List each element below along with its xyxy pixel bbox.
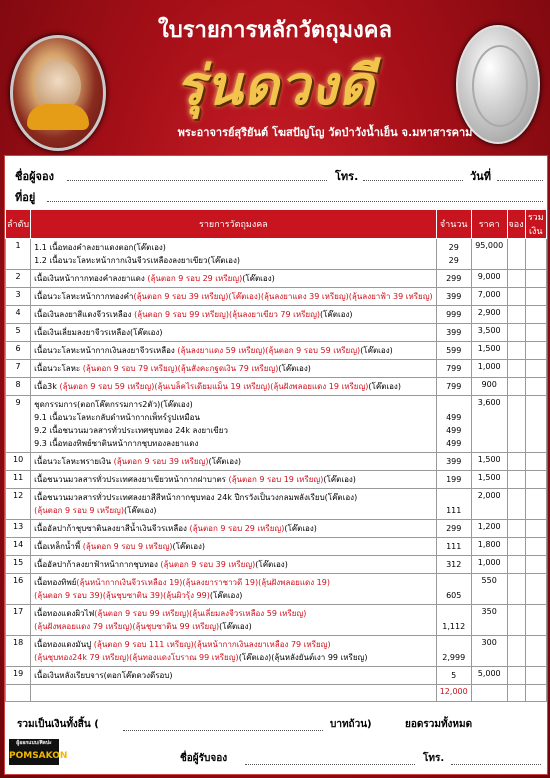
item-line: [34, 455, 432, 468]
item-quantity: [436, 538, 471, 556]
receiver-field[interactable]: [245, 764, 415, 765]
item-suffix-text: (โค๊ตเอง): [360, 346, 393, 355]
row-number: 5: [6, 324, 31, 342]
item-text: เนื้อเงินลงยาสีแดงจีวรเหลือง: [34, 310, 135, 319]
phone-label: โทร.: [335, 170, 359, 183]
item-price: 7,000: [471, 288, 507, 306]
item-line: [34, 620, 432, 633]
item-line: [34, 504, 432, 517]
item-quantity: [436, 471, 471, 489]
row-number: 8: [6, 378, 31, 396]
table-row: [6, 342, 547, 360]
item-text: 1.1 เนื้อทองคำลงยาแดงตอก(โค๊ตเอง): [34, 243, 166, 252]
qty-spacer: [440, 638, 468, 651]
row-number: 18: [6, 636, 31, 667]
col-qty-header: จำนวน: [436, 210, 471, 239]
item-quantity: [436, 636, 471, 667]
total-cell[interactable]: [525, 306, 546, 324]
item-text: เนื้อชนวนมวลสารทั่วประเทศลงยาเขียวหน้ากากฝาบาตร: [34, 475, 229, 484]
item-price: 1,500: [471, 342, 507, 360]
items-body: [6, 239, 547, 702]
receiver-phone-label: โทร.: [423, 753, 445, 764]
item-price: 1,500: [471, 453, 507, 471]
item-line: [34, 254, 432, 267]
item-price: 2,000: [471, 489, 507, 520]
item-suffix-text: (โค๊ตเอง): [284, 524, 317, 533]
table-header-row: [6, 210, 547, 239]
item-text: เนื้อนวะโลหะพรายเงิน: [34, 457, 114, 466]
quantity-value: 999: [446, 310, 462, 319]
item-price: 1,500: [471, 471, 507, 489]
total-cell[interactable]: [525, 520, 546, 538]
item-suffix-text: (โค๊ตเอง)(ลุ้นหลังยันต์เงา 99 เหรียญ): [238, 653, 368, 662]
table-row: [6, 636, 547, 667]
qty-spacer: [440, 398, 468, 411]
item-price: 1,800: [471, 538, 507, 556]
item-suffix-text: (โค๊ตเอง): [208, 457, 242, 466]
item-description: [31, 342, 436, 360]
empty-cell: [471, 685, 507, 702]
total-cell[interactable]: [525, 324, 546, 342]
reserve-cell[interactable]: [507, 378, 525, 396]
item-suffix-text: (โค๊ตเอง): [320, 310, 353, 319]
empty-cell: [31, 685, 436, 702]
item-line: [34, 326, 432, 339]
item-price: 3,600: [471, 396, 507, 453]
item-line: [34, 241, 432, 254]
item-text: เนื้อนวะโลหะหน้ากากเงินลงยาจีวรเหลือง: [34, 346, 178, 355]
item-text: เนื้อเหล็กน้ำพี้: [34, 542, 83, 551]
item-text: เนื้อทองแดงมันปู: [34, 640, 94, 649]
qty-spacer: [440, 607, 468, 620]
reserve-cell[interactable]: [507, 489, 525, 520]
item-quantity: [436, 342, 471, 360]
item-lottery-text: (ลุ้นตอก 9 รอบ 39 เหรียญ): [113, 457, 209, 466]
item-text: เนื้อเงินหลังเรียบจาร(ตอกโค๊ตดวงดีรอบ): [34, 671, 173, 680]
item-line: [34, 589, 432, 602]
item-quantity: [436, 360, 471, 378]
item-price: 1,000: [471, 556, 507, 574]
col-no-header: ลำดับ: [6, 210, 31, 239]
receiver-phone-field[interactable]: [451, 764, 541, 765]
item-text: 9.3 เนื้อทองทิพย์ซาตินหน้ากากชุบทองลงยาแดง: [34, 439, 199, 448]
item-suffix-text: (โค๊ตเอง): [123, 506, 157, 515]
reserve-cell[interactable]: [507, 342, 525, 360]
baht-label: บาทถ้วน): [330, 719, 372, 730]
item-quantity: [436, 306, 471, 324]
header: [0, 0, 550, 150]
page-title: ใบรายการหลักวัตถุมงคล: [158, 18, 392, 43]
item-description: [31, 306, 436, 324]
item-text: เนื้อเงินหน้ากากทองคำลงยาแดง: [34, 274, 148, 283]
item-lottery-text: (ลุ้นตอก 9 รอบ 99 เหรียญ)(ลุ้นลงยาเขียว 79 เหรียญ): [134, 310, 321, 319]
item-text: เนื้ออัลปาก้าชุบซาตินลงยาสีน้ำเงินจีวรเหลือง: [34, 524, 190, 533]
item-lottery-text: (ลุ้นตอก 9 รอบ 39 เหรียญ): [160, 560, 256, 569]
row-number: 9: [6, 396, 31, 453]
quantity-value: 799: [446, 364, 462, 373]
quantity-value: 799: [446, 382, 462, 391]
table-row: [6, 605, 547, 636]
item-price: 9,000: [471, 270, 507, 288]
item-price: 2,900: [471, 306, 507, 324]
item-description: [31, 574, 436, 605]
edition-name: รุ่นดวงดี: [175, 53, 375, 117]
total-quantity-row: [6, 685, 547, 702]
empty-cell: [507, 685, 525, 702]
item-quantity: [436, 288, 471, 306]
item-price: 350: [471, 605, 507, 636]
reserve-cell[interactable]: [507, 396, 525, 453]
temple-subtitle: พระอาจารย์สุริยันต์ โฆสปัญโญ วัดป่าวังน้ำเย็น จ.มหาสารคาม: [177, 126, 473, 139]
item-suffix-text: (โค๊ตเอง): [242, 274, 275, 283]
col-price-header: ราคา: [471, 210, 507, 239]
quantity-value: 605: [446, 591, 462, 600]
item-description: [31, 667, 436, 685]
item-quantity: [436, 556, 471, 574]
table-row: [6, 574, 547, 605]
logo-text: POMSAKON: [9, 751, 68, 761]
item-line: [34, 473, 432, 486]
phone-field[interactable]: [363, 180, 463, 181]
reserve-cell[interactable]: [507, 471, 525, 489]
total-cell[interactable]: [525, 636, 546, 667]
total-cell[interactable]: [525, 378, 546, 396]
items-table: [5, 209, 547, 702]
item-quantity: [436, 667, 471, 685]
row-number: 14: [6, 538, 31, 556]
item-lottery-text: (ลุ้นลงยาแดง 59 เหรียญ)(ลุ้นตอก 9 รอบ 59 เหรียญ): [177, 346, 361, 355]
item-line: [34, 651, 432, 664]
date-label: วันที่: [470, 170, 491, 183]
item-line: [34, 272, 432, 285]
item-line: [34, 411, 432, 424]
quantity-value: 5: [451, 671, 457, 680]
total-quantity: 12,000: [436, 685, 471, 702]
quantity-value: 199: [446, 475, 462, 484]
reserve-cell[interactable]: [507, 453, 525, 471]
total-cell[interactable]: [525, 270, 546, 288]
item-suffix-text: (โค๊ตเอง): [172, 542, 206, 551]
designer-logo: [9, 739, 68, 765]
quantity-value: 399: [446, 328, 462, 337]
total-cell[interactable]: [525, 667, 546, 685]
grand-total-label: ยอดรวมทั้งหมด: [405, 719, 473, 730]
form-sheet: [4, 155, 548, 775]
table-row: [6, 556, 547, 574]
item-text: เนื้อนวะโลหะ: [34, 364, 83, 373]
item-description: [31, 360, 436, 378]
item-description: [31, 453, 436, 471]
item-text: 9.2 เนื้อชนวนมวลสารทั่วประเทศชุบทอง 24k ลงยาเขียว: [34, 426, 228, 435]
quantity-value: 299: [446, 274, 462, 283]
qty-spacer: [440, 576, 468, 589]
item-line: [34, 540, 432, 553]
item-lottery-text: (ลุ้นตอก 9 รอบ 99 เหรียญ)(ลุ้นเลี่ยมลงจีวรเหลือง 59 เหรียญ): [94, 609, 307, 618]
row-number: 12: [6, 489, 31, 520]
item-text: 9.1 เนื้อนวะโลหะกลับดำหน้ากากเพ็ทร์รูปเหมือน: [34, 413, 200, 422]
item-line: [34, 558, 432, 571]
item-suffix-text: (โค๊ตเอง): [209, 591, 243, 600]
item-price: 95,000: [471, 239, 507, 270]
item-description: [31, 605, 436, 636]
item-lottery-text: (ลุ้นชุบทอง24k 79 เหรียญ)(ลุ้นทองแดงโบราณ 99 เหรียญ): [34, 653, 239, 662]
table-row: [6, 396, 547, 453]
item-text: เนื้อ3k: [34, 382, 60, 391]
item-suffix-text: (โค๊ตเอง): [219, 622, 252, 631]
total-cell[interactable]: [525, 396, 546, 453]
col-item-header: รายการวัตถุมงคล: [31, 210, 436, 239]
item-lottery-text: (ลุ้นตอก 9 รอบ 39 เหรียญ)(โค๊ตเอง)(ลุ้นลงยาแดง 39 เหรียญ)(ลุ้นลงยาฟ้า 39 เหรียญ): [133, 292, 433, 301]
item-description: [31, 270, 436, 288]
row-number: 17: [6, 605, 31, 636]
reserve-cell[interactable]: [507, 360, 525, 378]
quantity-value: 499: [446, 439, 462, 448]
item-lottery-text: (ลุ้นหน้ากากเงินจีวรเหลือง 19)(ลุ้นลงยาราชาวดี 19)(ลุ้นฝังพลอยแดง 19): [76, 578, 330, 587]
table-row: [6, 489, 547, 520]
table-row: [6, 288, 547, 306]
reserve-cell[interactable]: [507, 324, 525, 342]
row-number: 16: [6, 574, 31, 605]
quantity-value: 599: [446, 346, 462, 355]
quantity-value: 1,112: [442, 622, 466, 631]
col-reserve-header: จอง: [507, 210, 525, 239]
quantity-value: 399: [446, 457, 462, 466]
quantity-value: 111: [446, 506, 462, 515]
reserve-cell[interactable]: [507, 636, 525, 667]
item-line: [34, 607, 432, 620]
empty-cell: [6, 685, 31, 702]
total-cell[interactable]: [525, 489, 546, 520]
item-line: [34, 362, 432, 375]
total-cell[interactable]: [525, 453, 546, 471]
table-row: [6, 306, 547, 324]
item-lottery-text: (ลุ้นฝังพลอยแดง 79 เหรียญ)(ลุ้นชุบซาติน 99 เหรียญ): [34, 622, 220, 631]
row-number: 19: [6, 667, 31, 685]
item-quantity: [436, 324, 471, 342]
item-line: [34, 669, 432, 682]
item-quantity: [436, 396, 471, 453]
total-cell[interactable]: [525, 239, 546, 270]
row-number: 10: [6, 453, 31, 471]
quantity-value: 499: [446, 413, 462, 422]
quantity-value: 29: [448, 256, 459, 265]
item-line: [34, 344, 432, 357]
item-line: [34, 437, 432, 450]
row-number: 7: [6, 360, 31, 378]
item-line: [34, 398, 432, 411]
item-description: [31, 538, 436, 556]
item-description: [31, 396, 436, 453]
name-label: ชื่อผู้จอง: [15, 170, 54, 183]
quantity-value: 29: [448, 243, 459, 252]
item-description: [31, 239, 436, 270]
quantity-value: 499: [446, 426, 462, 435]
table-row: [6, 520, 547, 538]
item-quantity: [436, 239, 471, 270]
reserve-cell[interactable]: [507, 520, 525, 538]
table-row: [6, 324, 547, 342]
item-lottery-text: (ลุ้นตอก 9 รอบ 29 เหรียญ): [189, 524, 285, 533]
item-lottery-text: (ลุ้นตอก 9 รอบ 19 เหรียญ): [228, 475, 324, 484]
row-number: 3: [6, 288, 31, 306]
row-number: 6: [6, 342, 31, 360]
row-number: 11: [6, 471, 31, 489]
date-field[interactable]: [497, 180, 543, 181]
item-text: 1.2 เนื้อนวะโลหะหน้ากากเงินจีวรเหลืองลงยาเขียว(โค๊ตเอง): [34, 256, 240, 265]
item-text: เนื้ออัลปาก้าลงยาฟ้าหน้ากากชุบทอง: [34, 560, 161, 569]
row-number: 2: [6, 270, 31, 288]
reserve-cell[interactable]: [507, 605, 525, 636]
item-price: 550: [471, 574, 507, 605]
row-number: 15: [6, 556, 31, 574]
table-row: [6, 360, 547, 378]
total-cell[interactable]: [525, 538, 546, 556]
item-description: [31, 378, 436, 396]
total-cell[interactable]: [525, 471, 546, 489]
item-lottery-text: (ลุ้นตอก 9 รอบ 59 เหรียญ)(ลุ้นเบล็คไรเดียมแม็น 19 เหรียญ)(ลุ้นฝังพลอยแดง 19 เหรียญ): [59, 382, 369, 391]
item-lottery-text: (ลุ้นตอก 9 รอบ 111 เหรียญ)(ลุ้นหน้ากากเงินลงยาเหลือง 79 เหรียญ): [93, 640, 331, 649]
item-text: เนื้อทองแดงผิวไฟ: [34, 609, 95, 618]
item-price: 3,500: [471, 324, 507, 342]
item-line: [34, 491, 432, 504]
item-line: [34, 576, 432, 589]
item-description: [31, 471, 436, 489]
item-suffix-text: (โค๊ตเอง): [323, 475, 356, 484]
item-quantity: [436, 520, 471, 538]
item-line: [34, 308, 432, 321]
reserve-cell[interactable]: [507, 574, 525, 605]
table-row: [6, 471, 547, 489]
item-lottery-text: (ลุ้นตอก 9 รอบ 39)(ลุ้นชุบซาติน 39)(ลุ้นผิวรุ้ง 99): [34, 591, 210, 600]
address-label: ที่อยู่: [15, 191, 36, 204]
table-row: [6, 538, 547, 556]
total-cell[interactable]: [525, 556, 546, 574]
item-text: เนื้อนวะโลหะหน้ากากทองคำ: [34, 292, 134, 301]
customer-fields: [5, 156, 547, 206]
table-row: [6, 239, 547, 270]
item-quantity: [436, 378, 471, 396]
address-field[interactable]: [47, 201, 543, 202]
quantity-value: 399: [446, 292, 462, 301]
receiver-label: ชื่อผู้รับจอง: [180, 753, 228, 764]
quantity-value: 111: [446, 542, 462, 551]
sum-label: รวมเป็นเงินทั้งสิ้น (: [17, 719, 99, 730]
quantity-value: 312: [446, 560, 462, 569]
total-cell[interactable]: [525, 605, 546, 636]
item-description: [31, 636, 436, 667]
item-quantity: [436, 453, 471, 471]
table-row: [6, 378, 547, 396]
item-description: [31, 520, 436, 538]
item-text: เนื้อชนวนมวลสารทั่วประเทศลงยาสีสีหน้ากากชุบทอง 24k ปีกรวังเป็นวงกลมพลังเรียบ(โค๊ตเอง): [34, 493, 358, 502]
empty-cell: [525, 685, 546, 702]
item-description: [31, 489, 436, 520]
name-field[interactable]: [67, 180, 327, 181]
total-cell[interactable]: [525, 342, 546, 360]
table-row: [6, 667, 547, 685]
reserve-cell[interactable]: [507, 306, 525, 324]
item-quantity: [436, 489, 471, 520]
item-price: 1,200: [471, 520, 507, 538]
quantity-value: 299: [446, 524, 462, 533]
item-description: [31, 324, 436, 342]
quantity-value: 2,999: [442, 653, 466, 662]
item-text: เนื้อเงินเลี่ยมลงยาจีวรเหลือง(โค๊ตเอง): [34, 328, 163, 337]
item-text: เนื้อทองทิพย์: [34, 578, 77, 587]
item-line: [34, 522, 432, 535]
reserve-cell[interactable]: [507, 667, 525, 685]
item-line: [34, 424, 432, 437]
item-line: [34, 290, 432, 303]
reserve-cell[interactable]: [507, 239, 525, 270]
total-cell[interactable]: [525, 574, 546, 605]
reserve-cell[interactable]: [507, 556, 525, 574]
item-lottery-text: (ลุ้นตอก 9 รอบ 79 เหรียญ)(ลุ้นสังคะกฐดเงิน 79 เหรียญ): [82, 364, 279, 373]
sum-text-field[interactable]: [123, 730, 323, 731]
item-suffix-text: (โค๊ตเอง): [255, 560, 288, 569]
item-lottery-text: (ลุ้นตอก 9 รอบ 29 เหรียญ): [147, 274, 243, 283]
item-lottery-text: (ลุ้นตอก 9 รอบ 9 เหรียญ): [34, 506, 124, 515]
logo-caption: ผู้ออกแบบ/ศิลปะ: [16, 740, 52, 746]
reserve-cell[interactable]: [507, 538, 525, 556]
item-line: [34, 380, 432, 393]
table-row: [6, 270, 547, 288]
item-quantity: [436, 574, 471, 605]
item-description: [31, 556, 436, 574]
item-quantity: [436, 270, 471, 288]
item-price: 300: [471, 636, 507, 667]
item-price: 900: [471, 378, 507, 396]
item-suffix-text: (โค๊ตเอง): [368, 382, 401, 391]
item-quantity: [436, 605, 471, 636]
table-row: [6, 453, 547, 471]
row-number: 13: [6, 520, 31, 538]
total-cell[interactable]: [525, 288, 546, 306]
item-price: 1,000: [471, 360, 507, 378]
qty-spacer: [440, 491, 468, 504]
item-text: ชุดกรรมการ(ตอกโค๊ตกรรมการ2ตัว)(โค๊ตเอง): [34, 400, 193, 409]
item-description: [31, 288, 436, 306]
row-number: 1: [6, 239, 31, 270]
item-lottery-text: (ลุ้นตอก 9 รอบ 9 เหรียญ): [82, 542, 173, 551]
item-suffix-text: (โค๊ตเอง): [278, 364, 311, 373]
item-price: 5,000: [471, 667, 507, 685]
col-total-header: รวมเงิน: [525, 210, 546, 239]
reserve-cell[interactable]: [507, 288, 525, 306]
total-cell[interactable]: [525, 360, 546, 378]
item-line: [34, 638, 432, 651]
reserve-cell[interactable]: [507, 270, 525, 288]
row-number: 4: [6, 306, 31, 324]
